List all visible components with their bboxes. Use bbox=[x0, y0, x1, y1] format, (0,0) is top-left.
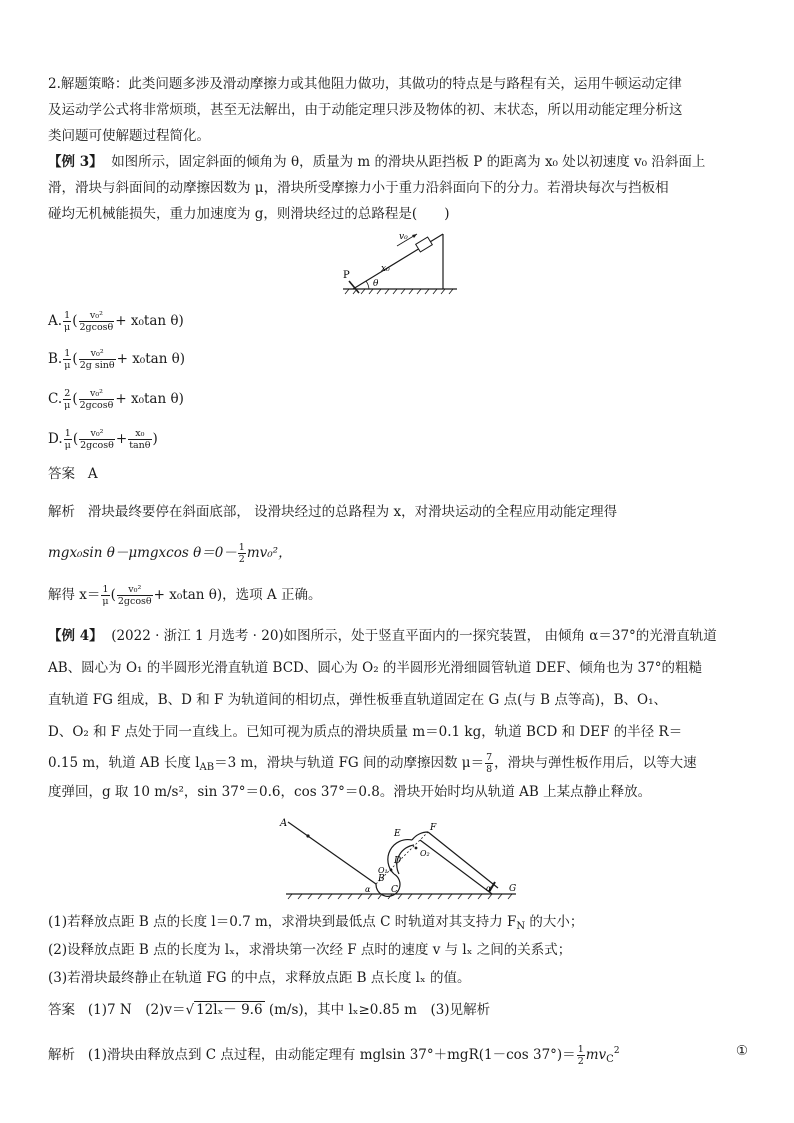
ex4-question-2: (2)设释放点距 B 点的长度为 lₓ，求滑块第一次经 F 点时的速度 v 与 lₓ 之间的关系式； bbox=[48, 942, 572, 958]
label-x0: x₀ bbox=[381, 264, 390, 274]
label-F: F bbox=[430, 823, 437, 833]
ex4-question-1: (1)若释放点距 B 点的长度 l＝0.7 m，求滑块到最低点 C 时轨道对其支持力 $F_N$ 的大小； bbox=[48, 914, 584, 932]
label-P: P bbox=[343, 270, 350, 281]
ex3-answer: 答案 A bbox=[48, 466, 98, 482]
ex4-analysis: 解析 (1)滑块由释放点到 C 点过程，由动能定理有 mglsin 37°＋mgR(1－cos 37°)＝ $\frac{1}{2}$ $mv_C^2$ ① bbox=[48, 1038, 748, 1073]
ex4-line-1: 【例 4】 (2022 · 浙江 1 月选考 · 20)如图所示，处于竖直平面内的一探究装置， 由倾角 α＝37°的光滑直轨道 bbox=[48, 628, 717, 644]
ex3-analysis-1: 解析 滑块最终要停在斜面底部， 设滑块经过的总路程为 x，对滑块运动的全程应用动能定理得 bbox=[48, 504, 618, 520]
option-C: C. $\frac{2}{\mu}$ ( $\frac{\text{v₀²}}{2gcos\theta}$ + x₀tan θ) bbox=[48, 388, 184, 411]
label-alpha-2: α bbox=[486, 884, 492, 893]
incline-figure bbox=[335, 226, 465, 298]
ex3-line-3: 碰均无机械能损失，重力加速度为 g，则滑块经过的总路程是( ) bbox=[48, 206, 450, 222]
ex3-solution: 解得 x＝ $\frac{1}{\mu}$ ( $\frac{\text{v₀²}}{2gcos\theta}$ + x₀tan θ)，选项 A 正确。 bbox=[48, 584, 322, 607]
ex3-line-1 bbox=[48, 152, 705, 172]
label-theta: θ bbox=[373, 279, 379, 289]
ex3-tag: 【例 3】 bbox=[48, 154, 103, 170]
label-B: B bbox=[378, 874, 385, 884]
intro-line-3: 类问题可使解题过程简化。 bbox=[48, 128, 210, 144]
label-O2: O₂ bbox=[420, 849, 430, 858]
label-alpha-1: α bbox=[365, 885, 371, 894]
ex4-line-2: AB、圆心为 O₁ 的半圆形光滑直轨道 BCD、圆心为 O₂ 的半圆形光滑细圆管轨道 DEF、倾角也为 37°的粗糙 bbox=[48, 660, 702, 676]
ex4-line-5: 0.15 m，轨道 AB 长度 $l_{AB}=3$ m，滑块与轨道 FG 间的动摩擦因数 μ＝ $\frac{7}{8}$ ，滑块与弹性板作用后，以等大速 bbox=[48, 752, 697, 775]
ex3-line-2: 滑，滑块与斜面间的动摩擦因数为 μ，滑块所受摩擦力小于重力沿斜面向下的分力。若滑块每次与挡板相 bbox=[48, 180, 669, 196]
ex4-question-3: (3)若滑块最终静止在轨道 FG 的中点，求释放点距 B 点长度 lₓ 的值。 bbox=[48, 970, 471, 986]
option-D: D. $\frac{1}{\mu}$ ( $\frac{\text{v₀²}}{2gcos\theta}$ + $\frac{\text{x₀}}{\tan\theta}$ ) bbox=[48, 428, 158, 451]
track-figure bbox=[270, 812, 530, 902]
label-v0: v₀ bbox=[399, 232, 408, 242]
label-O1: O₁ bbox=[378, 866, 388, 875]
intro-line-2: 及运动学公式将非常烦琐，甚至无法解出，由于动能定理只涉及物体的初、末状态，所以用动能定理分析这 bbox=[48, 102, 683, 118]
option-B: B. $\frac{1}{\mu}$ ( $\frac{\text{v₀²}}{\text{2g sinθ}}$ + x₀tan θ) bbox=[48, 348, 186, 371]
label-C: C bbox=[391, 885, 398, 895]
label-A: A bbox=[280, 818, 288, 829]
ex4-line-3: 直轨道 FG 组成，B、D 和 F 为轨道间的相切点，弹性板垂直轨道固定在 G 点(与 B 点等高)，B、O₁、 bbox=[48, 692, 668, 708]
ex4-line-6: 度弹回，g 取 10 m/s²，sin 37°＝0.6，cos 37°＝0.8。滑块开始时均从轨道 AB 上某点静止释放。 bbox=[48, 784, 652, 800]
option-A: A. $\frac{1}{\mu}$ ( $\frac{\text{v₀²}}{2gcos\theta}$ + x₀tan θ) bbox=[48, 310, 184, 333]
label-D: D bbox=[394, 856, 402, 866]
intro-line-1: 2.解题策略：此类问题多涉及滑动摩擦力或其他阻力做功，其做功的特点是与路程有关，运用牛顿运动定律 bbox=[48, 76, 682, 92]
ex3-equation: mgx₀sin θ－μmgxcos θ＝0－ $\frac{1}{2}$ mv₀²， bbox=[48, 542, 292, 565]
ex4-line-4: D、O₂ 和 F 点处于同一直线上。已知可视为质点的滑块质量 m＝0.1 kg，轨道 BCD 和 DEF 的半径 R＝ bbox=[48, 724, 683, 740]
ex4-answer: 答案 (1)7 N (2)v＝√ 12lₓ－ 9.6 (m/s)，其中 lₓ≥0.85 m (3)见解析 bbox=[48, 1002, 491, 1018]
label-G: G bbox=[509, 884, 517, 894]
label-E: E bbox=[394, 829, 401, 839]
circled-number: ① bbox=[735, 1043, 748, 1059]
ex3-text-1: 如图所示，固定斜面的倾角为 θ，质量为 m 的滑块从距挡板 P 的距离为 x₀ 处以初速度 v₀ 沿斜面上 bbox=[111, 154, 706, 170]
